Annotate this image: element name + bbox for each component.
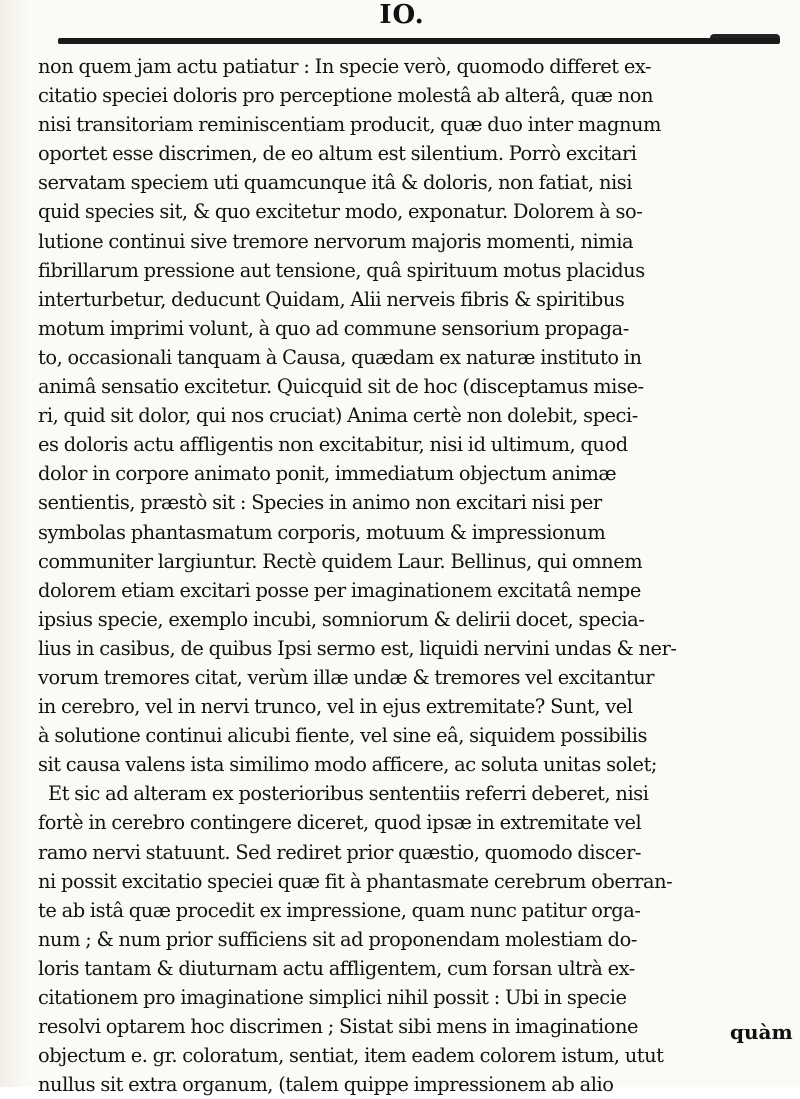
text-line: fortè in cerebro contingere diceret, quod ipsæ in extremitate vel (38, 811, 642, 835)
text-line: dolor in corpore animato ponit, immediatum objectum animæ (38, 462, 617, 486)
text-line: objectum e. gr. coloratum, sentiat, item eadem colorem istum, utut (38, 1044, 664, 1068)
text-line: à solutione continui alicubi fiente, vel sine eâ, siquidem possibilis (38, 724, 647, 748)
text-line: interturbetur, deducunt Quidam, Alii nerveis fibris & spiritibus (38, 287, 625, 311)
text-line: non quem jam actu patiatur : In specie verò, quomodo differet ex- (38, 55, 652, 78)
body-text (38, 52, 798, 1099)
text-line: lius in casibus, de quibus Ipsi sermo est, liquidi nervini undas & ner- (38, 636, 677, 660)
text-line: symbolas phantasmatum corporis, motuum & impressionum (38, 520, 606, 544)
text-line: te ab istâ quæ procedit ex impressione, quam nunc patitur orga- (38, 898, 641, 922)
text-line: nullus sit extra organum, (talem quippe impressionem ab alio (38, 1073, 614, 1097)
text-line: dolorem etiam excitari posse per imaginationem excitatâ nempe (38, 578, 641, 602)
text-line: num ; & num prior sufficiens sit ad proponendam molestiam do- (38, 927, 637, 951)
text-line: ri, quid sit dolor, qui nos cruciat) Anima certè non dolebit, speci- (38, 404, 638, 428)
text-line: servatam speciem uti quamcunque itâ & doloris, non fatiat, nisi (38, 171, 632, 195)
text-line: resolvi optarem hoc discrimen ; Sistat sibi mens in imaginatione (38, 1015, 639, 1039)
text-line: quid species sit, & quo excitetur modo, exponatur. Dolorem à so- (38, 200, 643, 224)
text-line: ipsius specie, exemplo incubi, somniorum & delirii docet, specia- (38, 607, 645, 631)
text-line: loris tantam & diuturnam actu affligentem, cum forsan ultrà ex- (38, 956, 635, 980)
text-line: fibrillarum pressione aut tensione, quâ spirituum motus placidus (38, 258, 645, 282)
text-line: oportet esse discrimen, de eo altum est silentium. Porrò excitari (38, 142, 637, 166)
text-line: sentientis, præstò sit : Species in animo non excitari nisi per (38, 491, 602, 515)
text-line: Et sic ad alteram ex posterioribus sententiis referri deberet, nisi (48, 782, 649, 806)
header-rule (58, 38, 780, 44)
text-line: to, occasionali tanquam à Causa, quædam ex naturæ instituto in (38, 345, 642, 369)
text-line: ni possit excitatio speciei quæ fit à phantasmate cerebrum oberran- (38, 869, 673, 893)
page-edge-shadow (0, 0, 30, 1087)
page-number: IO. (379, 0, 425, 30)
text-line: citationem pro imaginatione simplici nihil possit : Ubi in specie (38, 986, 627, 1009)
text-line: communiter largiuntur. Rectè quidem Laur. Bellinus, qui omnem (38, 549, 643, 573)
text-line: in cerebro, vel in nervi trunco, vel in ejus extremitate? Sunt, vel (38, 695, 633, 719)
text-line: ramo nervi statuunt. Sed rediret prior quæstio, quomodo discer- (38, 840, 642, 864)
text-line: es doloris actu affligentis non excitabitur, nisi id ultimum, quod (38, 433, 628, 457)
text-line: citatio speciei doloris pro perceptione molestâ ab alterâ, quæ non (38, 84, 654, 108)
text-line: motum imprimi volunt, à quo ad commune sensorium propaga- (38, 316, 629, 340)
text-line: vorum tremores citat, verùm illæ undæ & tremores vel excitantur (38, 665, 655, 689)
catchword: quàm (730, 1020, 793, 1044)
text-line: nisi transitoriam reminiscentiam producit, quæ duo inter magnum (38, 113, 661, 137)
text-line: lutione continui sive tremore nervorum majoris momenti, nimia (38, 229, 634, 253)
text-line: animâ sensatio excitetur. Quicquid sit de hoc (disceptamus mise- (38, 375, 644, 399)
text-line: sit causa valens ista similimo modo afficere, ac soluta unitas solet; (38, 753, 657, 777)
